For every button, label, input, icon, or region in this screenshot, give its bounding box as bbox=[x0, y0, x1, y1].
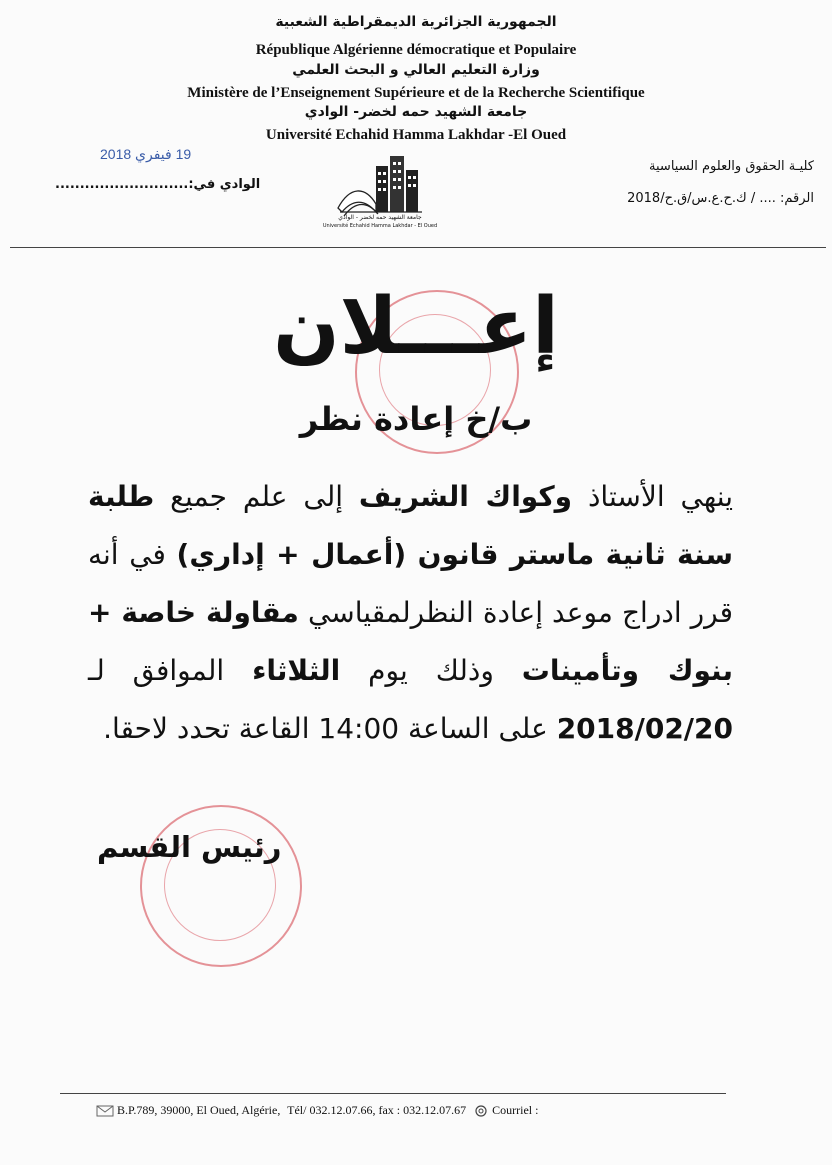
header-ministry-fr: Ministère de l’Enseignement Supérieure et de la Recherche Scientifique bbox=[187, 85, 645, 101]
city-date-line: الوادي في:........................... bbox=[55, 177, 261, 192]
header-republic-fr: République Algérienne démocratique et Populaire bbox=[255, 42, 577, 58]
logo-caption-ar: جامعة الشهيد حمه لخضر - الوادي bbox=[338, 214, 422, 221]
header-university-fr: Université Echahid Hamma Lakhdar -El Oued bbox=[265, 127, 567, 143]
header-divider bbox=[10, 247, 826, 248]
reference-number: الرقم: .... / ك.ح.ع.س/ق.ح/2018 bbox=[627, 191, 814, 206]
exam-day: الثلاثاء bbox=[252, 654, 341, 687]
modules-names: مقاولة خاصة + بنوك وتأمينات bbox=[88, 596, 734, 687]
body-text-1: ينهي الأستاذ bbox=[572, 480, 733, 513]
body-text-5: الموافق لـ bbox=[88, 654, 253, 687]
announcement-subtitle: ب/خ إعادة نظر bbox=[299, 400, 533, 438]
footer-divider bbox=[60, 1093, 726, 1094]
exam-date: 2018/02/20 bbox=[556, 712, 733, 745]
body-text-2: إلى علم جميع bbox=[154, 480, 359, 513]
date-stamp: 19 فيفري 2018 bbox=[100, 146, 192, 162]
body-text-4: وذلك يوم bbox=[340, 654, 522, 687]
body-text-6: على الساعة bbox=[399, 712, 557, 745]
footer-address: B.P.789, 39000, El Oued, Algérie, bbox=[117, 1103, 281, 1117]
faculty-name: كليـة الحقوق والعلوم السياسية bbox=[649, 159, 814, 174]
header-ministry-ar: وزارة التعليم العالي و البحث العلمي bbox=[292, 62, 540, 78]
announcement-body bbox=[88, 468, 733, 758]
footer-email-label: Courriel : bbox=[492, 1103, 539, 1117]
envelope-icon bbox=[96, 1105, 114, 1117]
professor-name: وكواك الشريف bbox=[358, 480, 573, 513]
header-university-ar: جامعة الشهيد حمه لخضر- الوادي bbox=[304, 104, 528, 120]
body-text-3: في أنه قرر ادراج موعد إعادة النظرلمقياسي bbox=[88, 538, 734, 629]
signature-title: رئيس القسم bbox=[97, 830, 282, 864]
announcement-title: إعـــلان bbox=[273, 282, 559, 372]
at-icon bbox=[473, 1105, 489, 1117]
footer-phone: Tél/ 032.12.07.66, fax : 032.12.07.67 bbox=[287, 1103, 467, 1117]
header-republic-ar: الجمهورية الجزائرية الديمقراطية الشعبية bbox=[275, 14, 557, 30]
logo-caption-fr: Université Echahid Hamma Lakhdar - El Oued bbox=[322, 223, 438, 229]
footer bbox=[96, 1103, 542, 1118]
students-group: طلبة سنة ثانية ماستر قانون (أعمال + إداري) bbox=[88, 480, 733, 571]
body-text-7: القاعة تحدد لاحقا. bbox=[103, 712, 319, 745]
exam-time: 14:00 bbox=[318, 712, 400, 745]
